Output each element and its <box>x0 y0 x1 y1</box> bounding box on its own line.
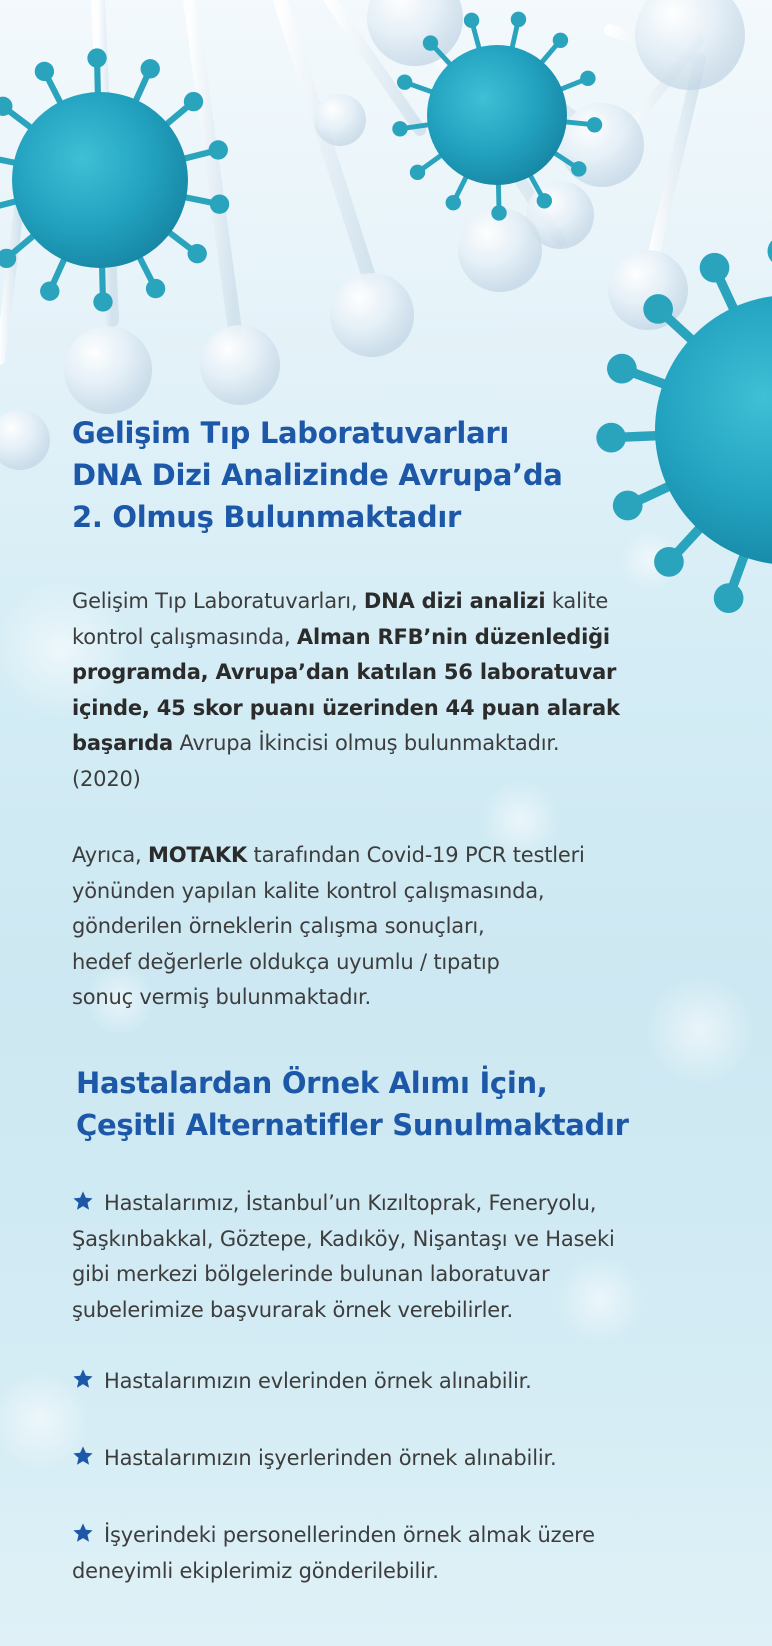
dna-analysis-paragraph <box>72 584 692 797</box>
bold-run: içinde, 45 skor puanı üzerinden 44 puan alarak <box>72 695 620 720</box>
bullet-item-branches <box>72 1186 712 1328</box>
bold-run: MOTAKK <box>148 843 248 867</box>
bullet-line: deneyimli ekiplerimiz gönderilebilir. <box>72 1558 439 1583</box>
bullet-line <box>72 1186 712 1222</box>
bullet-line: gibi merkezi bölgelerinde bulunan laboratuvar <box>72 1262 550 1286</box>
text-run: tarafından Covid-19 PCR testleri <box>247 843 585 867</box>
title-line: DNA Dizi Analizinde Avrupa’da <box>72 458 563 492</box>
bold-run: Alman RFB’nin düzenlediği <box>296 624 610 649</box>
bullet-text: İşyerindeki personellerinden örnek almak üzere <box>104 1523 595 1547</box>
star-icon <box>72 1445 94 1467</box>
covid-pcr-paragraph <box>72 838 692 1016</box>
bullet-text: Hastalarımızın evlerinden örnek alınabilir. <box>104 1369 532 1393</box>
text-run: Ayrıca, <box>72 843 149 867</box>
bold-run: programda, Avrupa’dan katılan 56 laboratuvar <box>72 660 617 684</box>
bold-run: DNA dizi analizi <box>363 589 546 613</box>
bullet-item-team <box>72 1518 712 1589</box>
bullet-line <box>72 1441 712 1477</box>
star-icon <box>72 1522 94 1544</box>
star-icon <box>72 1368 94 1390</box>
bullet-text: Hastalarımızın işyerlerinden örnek alınabilir. <box>104 1446 557 1470</box>
bullet-item-workplace <box>72 1441 712 1477</box>
text-run: Avrupa İkincisi olmuş bulunmaktadır. <box>173 731 560 755</box>
section-title-dna-analysis <box>72 412 563 538</box>
title-line: Gelişim Tıp Laboratuvarları <box>72 416 509 450</box>
paragraph-line: hedef değerlerle oldukça uyumlu / tıpatıp <box>72 949 500 974</box>
section-title-sample-collection <box>76 1062 629 1146</box>
paragraph-line <box>72 838 692 874</box>
paragraph-line: sonuç vermiş bulunmaktadır. <box>72 985 371 1009</box>
paragraph-line: gönderilen örneklerin çalışma sonuçları, <box>72 914 485 938</box>
star-icon <box>72 1190 94 1212</box>
paragraph-line <box>72 691 692 727</box>
paragraph-line <box>72 655 692 691</box>
bullet-line: Şaşkınbakkal, Göztepe, Kadıköy, Nişantaşı ve Haseki <box>72 1226 615 1251</box>
text-run: kalite <box>545 589 609 613</box>
bullet-line <box>72 1364 712 1400</box>
bullet-item-home <box>72 1364 712 1400</box>
title-line: Hastalardan Örnek Alımı İçin, <box>76 1066 548 1100</box>
paragraph-line: yönünden yapılan kalite kontrol çalışmasında, <box>72 878 545 903</box>
paragraph-line <box>72 726 692 762</box>
paragraph-line <box>72 620 692 656</box>
title-line: 2. Olmuş Bulunmaktadır <box>72 500 461 534</box>
text-run: Gelişim Tıp Laboratuvarları, <box>72 589 364 613</box>
paragraph-line <box>72 584 692 620</box>
title-line: Çeşitli Alternatifler Sunulmaktadır <box>76 1108 629 1142</box>
bold-run: başarıda <box>72 731 174 755</box>
bullet-text: Hastalarımız, İstanbul’un Kızıltoprak, Feneryolu, <box>104 1191 597 1215</box>
text-run: kontrol çalışmasında, <box>72 624 297 649</box>
paragraph-line: (2020) <box>72 766 141 791</box>
bullet-line <box>72 1518 712 1554</box>
bullet-line: şubelerimize başvurarak örnek verebilirler. <box>72 1297 513 1322</box>
